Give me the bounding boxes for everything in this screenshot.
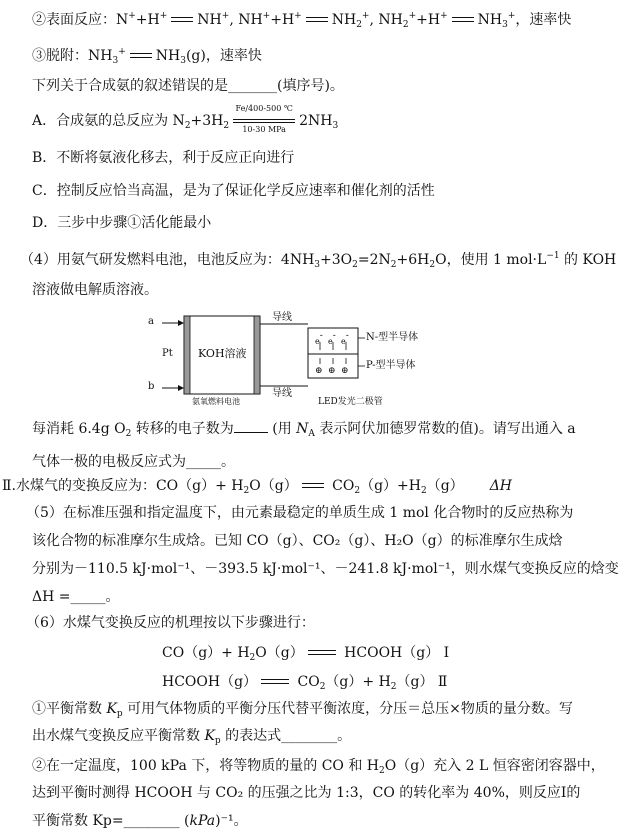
sub: 2 <box>352 260 358 270</box>
text: +3O <box>320 252 353 268</box>
conversion-line2: 达到平衡时测得 HCOOH 与 CO₂ 的压强之比为 1:3，CO 的转化率为 40%，则反应Ⅰ的 <box>32 785 581 801</box>
arrow-head-a <box>178 320 184 326</box>
hole-3: ⊕ <box>341 366 349 376</box>
text: (g)，速率快 <box>185 48 262 64</box>
minus: - <box>332 331 336 341</box>
text: , NH <box>229 12 263 28</box>
text: 出水煤气变换反应平衡常数 <box>32 728 205 744</box>
electrode-left <box>184 316 190 394</box>
text: O，使用 1 mol·L <box>435 252 547 268</box>
text: ②在一定温度，100 kPa 下，将等物质的量的 CO 和 H <box>32 758 379 774</box>
text: kPa <box>189 813 216 829</box>
text: (用 <box>267 421 297 437</box>
text: +H <box>135 12 160 28</box>
equilibrium-arrow <box>171 15 193 25</box>
text: CO（g）+ H <box>162 645 250 661</box>
text: ②表面反应：N <box>32 12 129 28</box>
text: A．合成氨的总反应为 N <box>32 113 185 129</box>
option-a <box>32 104 338 143</box>
text: ③脱附：NH <box>32 48 113 64</box>
text: O（g） <box>255 645 304 661</box>
part5-line3: 分别为－110.5 kJ·mol⁻¹、－393.5 kJ·mol⁻¹、－241.8 kJ·mol⁻¹，则水煤气变换反应的焓变 <box>32 561 619 577</box>
sup: −1 <box>546 251 560 261</box>
text: HCOOH（g） Ⅰ <box>339 645 450 661</box>
reaction-condition-arrow <box>233 104 295 138</box>
sup: + <box>159 11 168 21</box>
condition-bottom: 10-30 MPa <box>242 125 286 134</box>
conversion-line1 <box>32 756 605 781</box>
text: 转移的电子数为 <box>131 421 234 437</box>
text: 可用气体物质的平衡分压代替平衡浓度，分压＝总压×物质的量分数。写 <box>122 701 573 717</box>
mechanism-step-2 <box>162 672 447 697</box>
water-gas-reaction <box>2 476 512 501</box>
sup: + <box>128 11 136 21</box>
label-n-type: N-型半导体 <box>366 332 419 343</box>
sup: + <box>408 11 417 21</box>
sub: 3 <box>502 20 508 30</box>
text: NH <box>331 12 357 28</box>
text: ΔH <box>489 478 513 494</box>
electrode-right <box>254 316 260 394</box>
text: （g）+H <box>360 478 421 494</box>
text: 每消耗 6.4g O <box>32 421 126 437</box>
sub: 2 <box>356 20 362 30</box>
text: +6H <box>396 252 430 268</box>
sub: 2 <box>243 486 250 496</box>
label-a: a <box>148 316 154 327</box>
text: 2NH <box>299 113 333 129</box>
text: 的表达式________。 <box>220 728 352 744</box>
label-wire-top: 导线 <box>272 312 292 323</box>
text: CO <box>293 674 320 690</box>
text: NH <box>155 48 181 64</box>
text: +3H <box>190 113 224 129</box>
text: K <box>204 728 215 744</box>
text: NH <box>197 12 222 28</box>
option-b: B．不断将氨液化移去，利于反应正向进行 <box>32 150 295 166</box>
part4-line1 <box>20 246 616 275</box>
electron-2 <box>328 330 336 348</box>
electron-3 <box>341 330 349 348</box>
minus: - <box>319 331 323 341</box>
sub: 2 <box>379 766 385 776</box>
minus: - <box>345 331 349 341</box>
text: （g） <box>426 478 464 494</box>
electron-transfer-question <box>32 418 576 444</box>
sub: 3 <box>180 56 186 66</box>
equilibrium-arrow <box>302 481 324 491</box>
text: O（g） <box>249 478 298 494</box>
text: （4）用氨气研发燃料电池，电池反应为：4NH <box>20 252 315 268</box>
arrow-head-b <box>178 385 184 391</box>
fuel-cell-diagram <box>140 310 440 410</box>
electrode-question: 气体一极的电极反应式为_____。 <box>32 454 235 470</box>
sub: 2 <box>354 486 361 496</box>
sup: + <box>262 11 271 21</box>
sub: 2 <box>249 653 256 663</box>
equilibrium-arrow <box>306 15 328 25</box>
label-b: b <box>148 381 155 392</box>
condition-top: Fe/400-500 ℃ <box>235 104 293 113</box>
sup: + <box>294 11 302 21</box>
sub: 3 <box>314 260 321 270</box>
desorption-line <box>32 42 262 71</box>
text: 平衡常数 Kp=________ ( <box>32 813 190 829</box>
equilibrium-arrow <box>130 51 152 61</box>
part6-heading: （6）水煤气变换反应的机理按以下步骤进行： <box>26 615 315 631</box>
text: NH <box>477 12 503 28</box>
text: Ⅱ.水煤气的变换反应为：CO（g）+ H <box>2 478 244 494</box>
label-pt: Pt <box>162 348 173 359</box>
sup: + <box>221 11 230 21</box>
sub: 2 <box>125 429 132 439</box>
label-led: LED发光二极管 <box>318 397 383 407</box>
text: =2N <box>357 252 391 268</box>
mechanism-step-1 <box>162 643 449 668</box>
option-c: C．控制反应恰当高温，是为了保证化学反应速率和催化剂的活性 <box>32 183 435 199</box>
part4-line2: 溶液做电解质溶液。 <box>32 282 158 298</box>
sub: 2 <box>402 20 409 30</box>
label-wire-bottom: 导线 <box>272 388 292 399</box>
e: e <box>341 337 346 346</box>
equilibrium-arrow <box>452 15 474 25</box>
text: N <box>296 421 309 437</box>
label-koh: KOH溶液 <box>198 347 247 360</box>
sub: 2 <box>319 682 326 692</box>
part5-line2: 该化合物的标准摩尔生成焓。已知 CO（g）、CO₂（g）、H₂O（g）的标准摩尔生成焓 <box>32 533 563 549</box>
sub: 2 <box>429 260 436 270</box>
text: （g）+ H <box>325 674 391 690</box>
text: +H <box>416 12 441 28</box>
sub: p <box>214 736 221 746</box>
text: , NH <box>369 12 403 28</box>
text: 的 KOH <box>559 252 617 268</box>
kp-expression-question <box>32 726 351 751</box>
kp-answer-line <box>32 811 248 831</box>
e: e <box>328 337 333 346</box>
text: CO <box>327 478 355 494</box>
sub: 2 <box>390 260 397 270</box>
text: +H <box>270 12 295 28</box>
sub: 3 <box>112 56 119 66</box>
sub: p <box>116 709 123 719</box>
sub: 2 <box>390 682 397 692</box>
part5-line1: （5）在标准压强和指定温度下，由元素最稳定的单质生成 1 mol 化合物时的反应热称为 <box>26 505 574 521</box>
sub: A <box>308 429 315 439</box>
text: O（g）充入 2 L 恒容密闭容器中， <box>384 758 605 774</box>
sup: + <box>440 11 448 21</box>
text: )⁻¹。 <box>215 813 248 829</box>
equilibrium-arrow <box>308 648 336 658</box>
hole-2: ⊕ <box>328 366 336 376</box>
text: HCOOH（g） <box>162 674 258 690</box>
text: （g） Ⅱ <box>396 674 448 690</box>
sub: 2 <box>420 486 427 496</box>
label-p-type: P-型半导体 <box>366 360 416 371</box>
sup: + <box>507 11 516 21</box>
sub: 2 <box>184 121 191 131</box>
e: e <box>315 337 320 346</box>
kp-definition <box>32 699 573 724</box>
text: ①平衡常数 <box>32 701 107 717</box>
text: ，速率快 <box>515 12 572 28</box>
sub: 3 <box>332 121 339 131</box>
text: 表示阿伏加德罗常数的值)。请写出通入 a <box>314 421 576 437</box>
sup: + <box>118 47 126 57</box>
equilibrium-arrow <box>261 677 289 687</box>
text: K <box>106 701 117 717</box>
surface-reaction-line <box>32 6 571 35</box>
hole-1: ⊕ <box>315 366 323 376</box>
question-stem: 下列关于合成氨的叙述错误的是_______(填序号)。 <box>32 78 344 94</box>
electron-1 <box>315 330 323 348</box>
sub: 2 <box>223 121 230 131</box>
answer-blank[interactable] <box>234 418 268 433</box>
part5-line4: ΔH =_____。 <box>32 589 120 605</box>
option-d: D．三步中步骤①活化能最小 <box>32 215 212 231</box>
sup: + <box>361 11 370 21</box>
label-fuel-cell: 氨氧燃料电池 <box>192 397 240 406</box>
